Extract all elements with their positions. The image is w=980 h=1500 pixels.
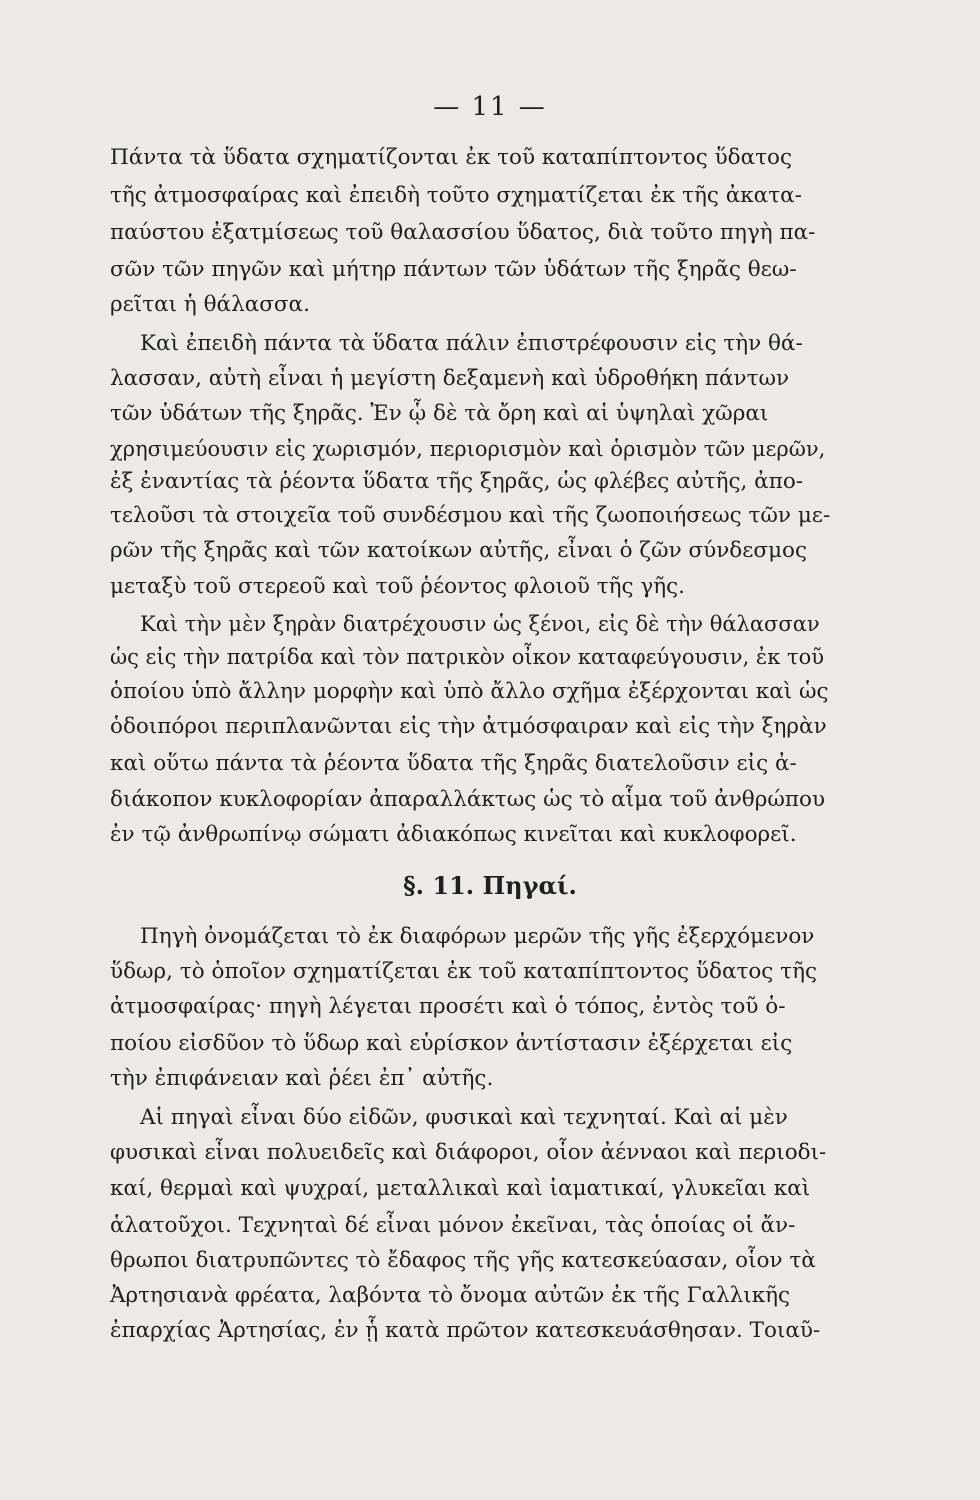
text-line: φυσικαὶ εἶναι πολυειδεῖς καὶ διάφοροι, οἷον ἀένναοι καὶ περιοδι- bbox=[110, 1140, 827, 1165]
text-line: μεταξὺ τοῦ στερεοῦ καὶ τοῦ ῥέοντος φλοιοῦ τῆς γῆς. bbox=[110, 574, 685, 599]
text-line: ὁδοιπόροι περιπλανῶνται εἰς τὴν ἀτμόσφαιραν καὶ εἰς τὴν ξηρὰν bbox=[110, 714, 827, 739]
text-line: τῆς ἀτμοσφαίρας καὶ ἐπειδὴ τοῦτο σχηματίζεται ἐκ τῆς ἀκατα- bbox=[110, 183, 802, 208]
text-line: σῶν τῶν πηγῶν καὶ μήτηρ πάντων τῶν ὑδάτων τῆς ξηρᾶς θεω- bbox=[110, 257, 797, 282]
text-line: ἐπαρχίας Ἀρτησίας, ἐν ᾗ κατὰ πρῶτον κατεσκευάσθησαν. Τοιαῦ- bbox=[110, 1318, 821, 1343]
text-line: τελοῦσι τὰ στοιχεῖα τοῦ συνδέσμου καὶ τῆς ζωοποιήσεως τῶν με- bbox=[110, 503, 831, 528]
text-line: ποίου εἰσδῦον τὸ ὕδωρ καὶ εὑρίσκον ἀντίστασιν ἐξέρχεται εἰς bbox=[110, 1031, 793, 1056]
text-line: Ἀρτησιανὰ φρέατα, λαβόντα τὸ ὄνομα αὐτῶν ἐκ τῆς Γαλλικῆς bbox=[110, 1283, 791, 1308]
text-line: ὕδωρ, τὸ ὁποῖον σχηματίζεται ἐκ τοῦ καταπίπτοντος ὕδατος τῆς bbox=[110, 959, 817, 984]
text-line: ρῶν τῆς ξηρᾶς καὶ τῶν κατοίκων αὐτῆς, εἶναι ὁ ζῶν σύνδεσμος bbox=[110, 538, 808, 563]
text-line: ἐν τῷ ἀνθρωπίνῳ σώματι ἀδιακόπως κινεῖται καὶ κυκλοφορεῖ. bbox=[110, 822, 797, 847]
text-line: καί, θερμαὶ καὶ ψυχραί, μεταλλικαὶ καὶ ἰαματικαί, γλυκεῖαι καὶ bbox=[110, 1176, 811, 1201]
text-line: τὴν ἐπιφάνειαν καὶ ῥέει ἐπ᾽ αὐτῆς. bbox=[110, 1066, 494, 1091]
text-line: ὡς εἰς τὴν πατρίδα καὶ τὸν πατρικὸν οἶκον καταφεύγουσιν, ἐκ τοῦ bbox=[110, 645, 825, 669]
text-line: καὶ οὕτω πάντα τὰ ῥέοντα ὕδατα τῆς ξηρᾶς διατελοῦσιν εἰς ἀ- bbox=[110, 751, 797, 776]
text-line: Πάντα τὰ ὕδατα σχηματίζονται ἐκ τοῦ καταπίπτοντος ὕδατος bbox=[110, 145, 793, 170]
text-line: ἁλατοῦχοι. Τεχνηταὶ δέ εἶναι μόνον ἐκεῖναι, τὰς ὁποίας οἱ ἄν- bbox=[110, 1213, 796, 1238]
text-line: ὁποίου ὑπὸ ἄλλην μορφὴν καὶ ὑπὸ ἄλλο σχῆμα ἐξέρχονται καὶ ὡς bbox=[110, 679, 829, 704]
text-line: τῶν ὑδάτων τῆς ξηρᾶς. Ἐν ᾧ δὲ τὰ ὄρη καὶ αἱ ὑψηλαὶ χῶραι bbox=[110, 401, 769, 426]
text-line: Πηγὴ ὀνομάζεται τὸ ἐκ διαφόρων μερῶν τῆς γῆς ἐξερχόμενον bbox=[140, 924, 815, 949]
section-heading: §. 11. Πηγαί. bbox=[403, 871, 577, 900]
page-number: — 11 — bbox=[433, 92, 547, 122]
text-line: θρωποι διατρυπῶντες τὸ ἔδαφος τῆς γῆς κατεσκεύασαν, οἷον τὰ bbox=[110, 1248, 816, 1273]
text-line: χρησιμεύουσιν εἰς χωρισμόν, περιορισμὸν καὶ ὁρισμὸν τῶν μερῶν, bbox=[110, 437, 826, 461]
text-line: Αἱ πηγαὶ εἶναι δύο εἰδῶν, φυσικαὶ καὶ τεχνηταί. Καὶ αἱ μὲν bbox=[140, 1105, 788, 1130]
text-line: παύστου ἐξατμίσεως τοῦ θαλασσίου ὕδατος, διὰ τοῦτο πηγὴ πα- bbox=[110, 220, 816, 245]
text-line: ἐξ ἐναντίας τὰ ῥέοντα ὕδατα τῆς ξηρᾶς, ὡς φλέβες αὐτῆς, ἀπο- bbox=[110, 469, 804, 494]
text-line: Καὶ τὴν μὲν ξηρὰν διατρέχουσιν ὡς ξένοι, εἰς δὲ τὴν θάλασσαν bbox=[140, 612, 820, 636]
text-line: ἀτμοσφαίρας· πηγὴ λέγεται προσέτι καὶ ὁ τόπος, ἐντὸς τοῦ ὁ- bbox=[110, 994, 786, 1019]
text-line: ρεῖται ἡ θάλασσα. bbox=[110, 292, 310, 317]
text-line: Καὶ ἐπειδὴ πάντα τὰ ὕδατα πάλιν ἐπιστρέφουσιν εἰς τὴν θά- bbox=[140, 331, 803, 356]
text-line: διάκοπον κυκλοφορίαν ἀπαραλλάκτως ὡς τὸ αἷμα τοῦ ἀνθρώπου bbox=[110, 787, 826, 812]
text-line: λασσαν, αὐτὴ εἶναι ἡ μεγίστη δεξαμενὴ καὶ ὑδροθήκη πάντων bbox=[110, 366, 790, 391]
